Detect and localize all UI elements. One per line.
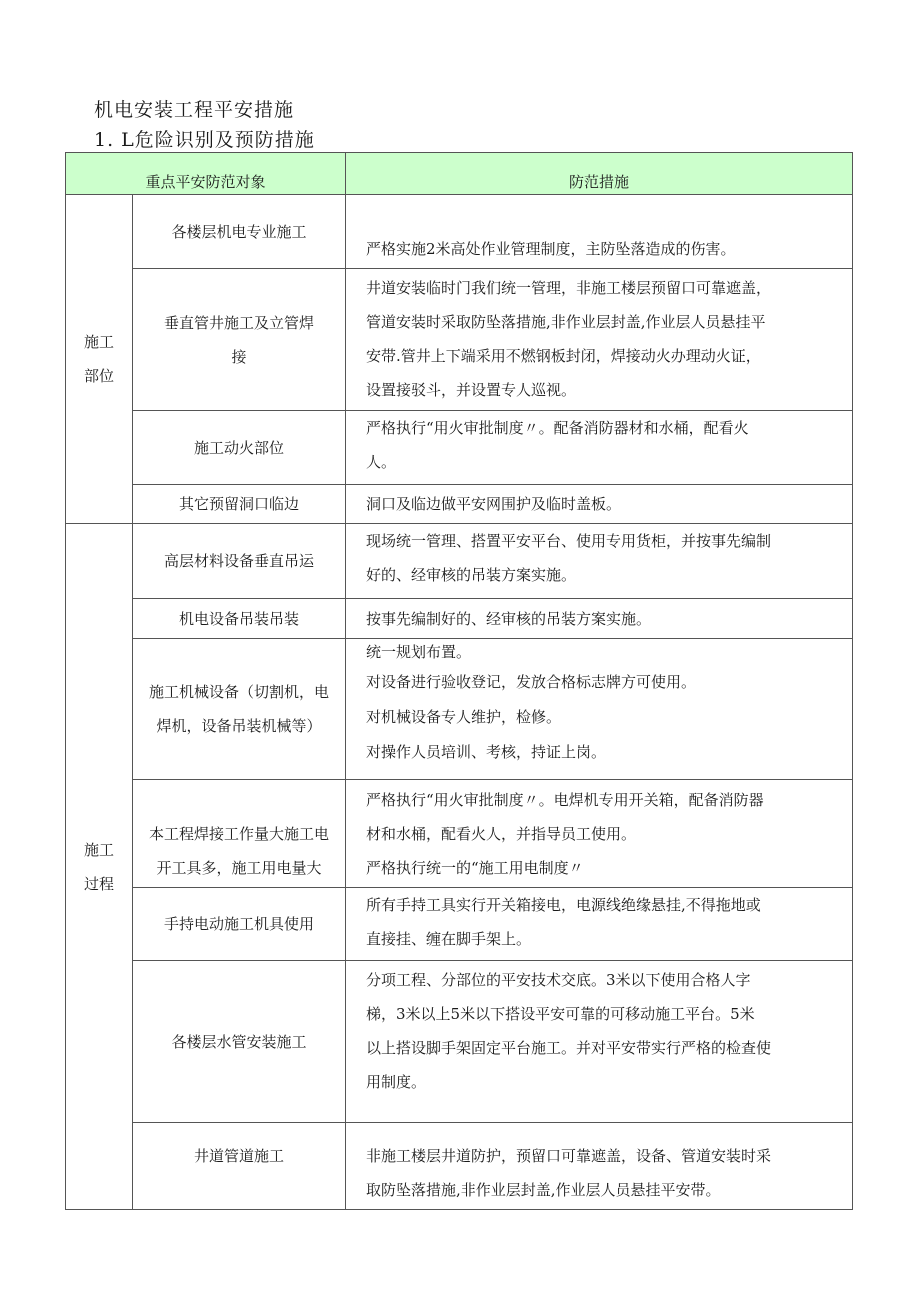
table-row	[66, 639, 853, 780]
table-row	[66, 1123, 853, 1210]
document-title: 机电安装工程平安措施	[94, 99, 295, 121]
row-measure: 现场统一管理、搭置平安平台、使用专用货柜，并按事先编制 好的、经审核的吊装方案实施。	[346, 524, 853, 599]
table-row	[66, 888, 853, 961]
table-row	[66, 411, 853, 485]
row-measure: 所有手持工具实行开关箱接电，电源线绝缘悬挂,不得拖地或 直接挂、缠在脚手架上。	[346, 888, 853, 961]
table-row	[66, 524, 853, 599]
row-item: 施工机械设备（切割机，电 焊机，设备吊装机械等）	[133, 639, 346, 780]
table-row	[66, 485, 853, 524]
header-measure: 防范措施	[346, 153, 853, 195]
row-measure: 严格执行“用火审批制度〃。电焊机专用开关箱，配备消防器 材和水桶，配看火人，并指导员工使用。 严格执行统一的“施工用电制度〃	[346, 780, 853, 888]
row-item: 手持电动施工机具使用	[133, 888, 346, 961]
row-measure: 非施工楼层井道防护，预留口可靠遮盖，设备、管道安装时采 取防坠落措施,非作业层封盖,作业层人员悬挂平安带。	[346, 1123, 853, 1210]
table-header-row	[66, 153, 853, 195]
row-measure: 严格实施2米高处作业管理制度，主防坠落造成的伤害。	[346, 195, 853, 269]
row-measure: 井道安装临时门我们统一管理，非施工楼层预留口可靠遮盖， 管道安装时采取防坠落措施,非作业层封盖,作业层人员悬挂平 安带.管井上下端采用不燃钢板封闭，焊接动火办理动火证， 设置接驳斗，并设置专人巡视。	[346, 269, 853, 411]
category-site: 施工 部位	[66, 195, 133, 524]
table-row	[66, 269, 853, 411]
row-item: 其它预留洞口临边	[133, 485, 346, 524]
table-row	[66, 599, 853, 639]
row-measure: 分项工程、分部位的平安技术交底。3米以下使用合格人字 梯，3米以上5米以下搭设平安可靠的可移动施工平台。5米 以上搭设脚手架固定平台施工。并对平安带实行严格的检查使 用制度。	[346, 961, 853, 1123]
row-item: 机电设备吊装吊装	[133, 599, 346, 639]
row-measure: 统一规划布置。 对设备进行验收登记，发放合格标志牌方可使用。 对机械设备专人维护，检修。 对操作人员培训、考核，持证上岗。	[346, 639, 853, 780]
table-row	[66, 780, 853, 888]
row-measure: 按事先编制好的、经审核的吊装方案实施。	[346, 599, 853, 639]
row-measure: 洞口及临边做平安网围护及临时盖板。	[346, 485, 853, 524]
section-heading: 1. L危险识别及预防措施	[94, 129, 315, 151]
row-item: 各楼层机电专业施工	[133, 195, 346, 269]
row-item: 各楼层水管安装施工	[133, 961, 346, 1123]
header-object: 重点平安防范对象	[66, 153, 346, 195]
row-measure: 严格执行“用火审批制度〃。配备消防器材和水桶，配看火 人。	[346, 411, 853, 485]
row-item: 垂直管井施工及立管焊 接	[133, 269, 346, 411]
safety-measures-table	[65, 152, 853, 1210]
row-item: 高层材料设备垂直吊运	[133, 524, 346, 599]
row-item: 井道管道施工	[133, 1123, 346, 1210]
category-process: 施工 过程	[66, 524, 133, 1210]
table-row	[66, 195, 853, 269]
row-item: 本工程焊接工作量大施工电 开工具多，施工用电量大	[133, 780, 346, 888]
table-row	[66, 961, 853, 1123]
row-item: 施工动火部位	[133, 411, 346, 485]
